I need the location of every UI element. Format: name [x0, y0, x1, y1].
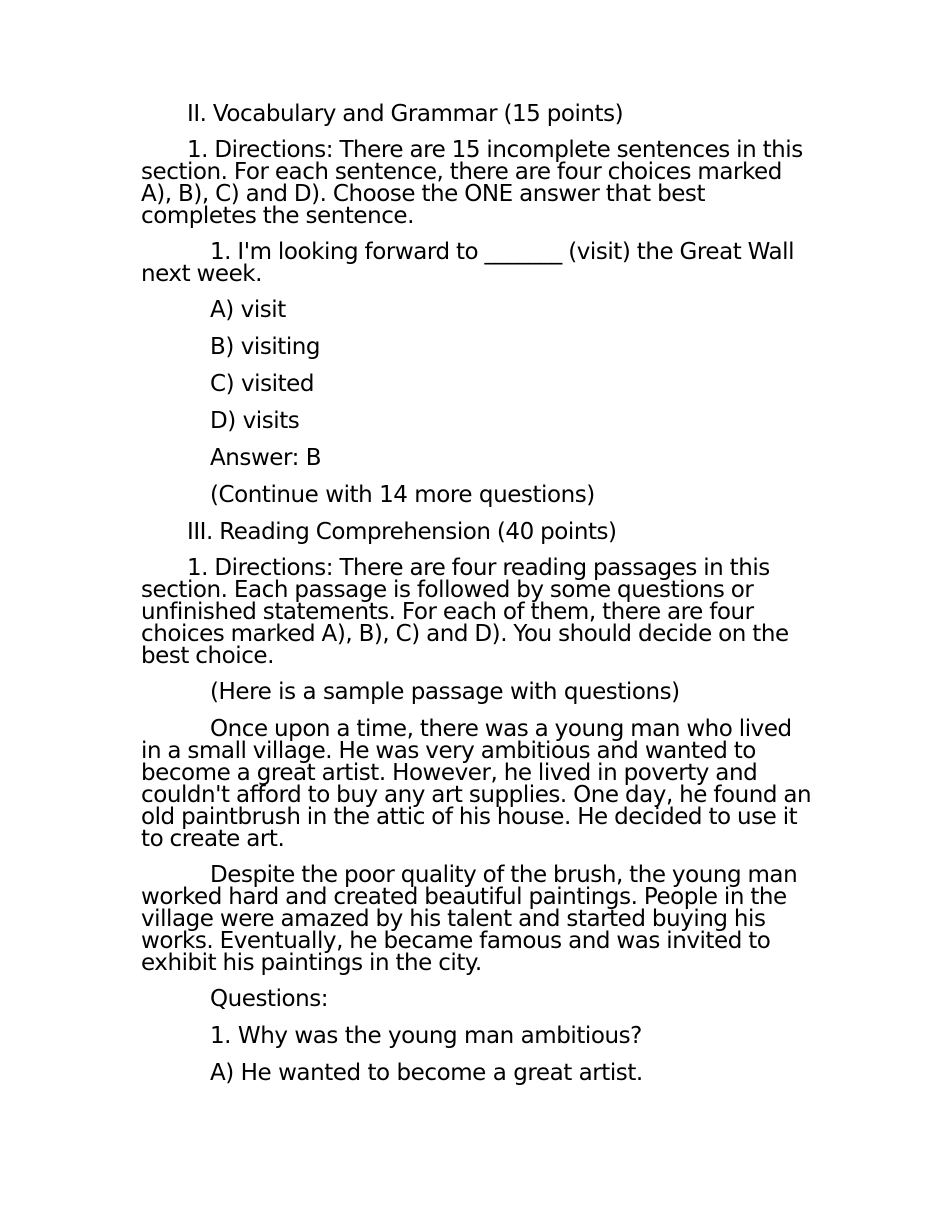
reading-question-1-option-a: A) He wanted to become a great artist.: [210, 1060, 643, 1086]
vocab-option-a: A) visit: [210, 297, 286, 323]
vocab-heading: II. Vocabulary and Grammar (15 points): [187, 101, 624, 127]
vocab-answer: Answer: B: [210, 445, 322, 471]
vocab-option-d: D) visits: [210, 408, 300, 434]
reading-questions-label: Questions:: [210, 986, 329, 1012]
vocab-option-c: C) visited: [210, 371, 314, 397]
vocab-continue-note: (Continue with 14 more questions): [210, 482, 595, 508]
vocab-option-b: B) visiting: [210, 334, 321, 360]
reading-sample-note: (Here is a sample passage with questions): [210, 679, 680, 705]
reading-passage-paragraph-1: Once upon a time, there was a young man who lived in a small village. He was very ambitious and wanted to become a great artist. However, he lived in poverty and couldn't afford to buy any art supplies. One day, he found an old paintbrush in the attic of his house. He decided to use it to create art.: [141, 716, 812, 852]
reading-passage-paragraph-2: Despite the poor quality of the brush, the young man worked hard and created beautiful paintings. People in the village were amazed by his talent and started buying his works. Eventually, he became famous and was invited to exhibit his paintings in the city.: [141, 862, 798, 976]
vocab-question-1: 1. I'm looking forward to _______ (visit) the Great Wall next week.: [141, 239, 795, 287]
reading-directions: 1. Directions: There are four reading passages in this section. Each passage is followed by some questions or unfinished statements. For each of them, there are four choices marked A), B), C) and D). You should decide on the best choice.: [141, 555, 789, 669]
reading-question-1: 1. Why was the young man ambitious?: [210, 1023, 642, 1049]
reading-heading: III. Reading Comprehension (40 points): [187, 519, 617, 545]
document-body: [141, 103, 813, 1099]
vocab-directions: 1. Directions: There are 15 incomplete sentences in this section. For each sentence, there are four choices marked A), B), C) and D). Choose the ONE answer that best completes the sentence.: [141, 137, 803, 229]
